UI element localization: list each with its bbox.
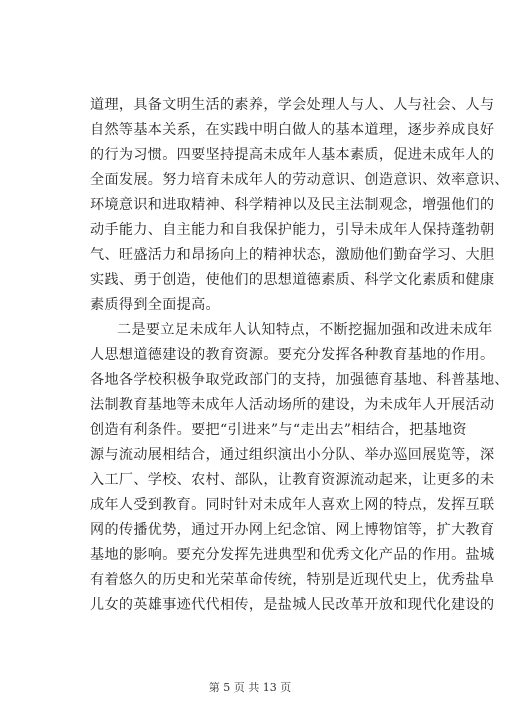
body-text-line: 人思想道德建设的教育资源。要充分发挥各种教育基地的作用。 bbox=[90, 347, 495, 363]
body-text-line: 自然等基本关系，在实践中明白做人的基本道理，逐步养成良好 bbox=[90, 122, 495, 138]
body-text-line: 儿女的英雄事迹代代相传，是盐城人民改革开放和现代化建设的 bbox=[90, 597, 495, 613]
body-text-line: 实践、勇于创造，使他们的思想道德素质、科学文化素质和健康 bbox=[90, 272, 495, 288]
page-number-footer: 第 5 页 共 13 页 bbox=[208, 681, 292, 694]
body-text-line: 动手能力、自主能力和自我保护能力，引导未成年人保持蓬勃朝 bbox=[90, 222, 495, 238]
body-text-line: 气、旺盛活力和昂扬向上的精神状态，激励他们勤奋学习、大胆 bbox=[90, 247, 495, 263]
body-text-line: 各地各学校积极争取党政部门的支持，加强德育基地、科普基地、 bbox=[90, 372, 509, 388]
body-text-line: 环境意识和进取精神、科学精神以及民主法制观念，增强他们的 bbox=[90, 197, 495, 213]
paragraph-start-line: 二是要立足未成年人认知特点，不断挖掘加强和改进未成年 bbox=[117, 322, 493, 338]
body-text-line: 网的传播优势，通过开办网上纪念馆、网上博物馆等，扩大教育 bbox=[90, 522, 495, 538]
body-text-line: 基地的影响。要充分发挥先进典型和优秀文化产品的作用。盐城 bbox=[90, 547, 495, 563]
body-text-line: 全面发展。努力培育未成年人的劳动意识、创造意识、效率意识、 bbox=[90, 172, 509, 188]
body-text-line: 道理，具备文明生活的素养，学会处理人与人、人与社会、人与 bbox=[90, 97, 495, 113]
body-text-line: 的行为习惯。四要坚持提高未成年人基本素质，促进未成年人的 bbox=[90, 147, 495, 163]
body-text-line: 入工厂、学校、农村、部队，让教育资源流动起来，让更多的未 bbox=[90, 472, 495, 488]
body-text-line: 素质得到全面提高。 bbox=[90, 297, 220, 313]
body-text-line: 创造有利条件。要把“引进来”与“走出去”相结合，把基地资 bbox=[90, 422, 467, 438]
body-text-line: 源与流动展相结合，通过组织演出小分队、举办巡回展览等，深 bbox=[90, 447, 495, 463]
body-text-line: 成年人受到教育。同时针对未成年人喜欢上网的特点，发挥互联 bbox=[90, 497, 495, 513]
body-text-line: 有着悠久的历史和光荣革命传统，特别是近现代史上，优秀盐阜 bbox=[90, 572, 495, 588]
body-text-line: 法制教育基地等未成年人活动场所的建设，为未成年人开展活动 bbox=[90, 397, 495, 413]
